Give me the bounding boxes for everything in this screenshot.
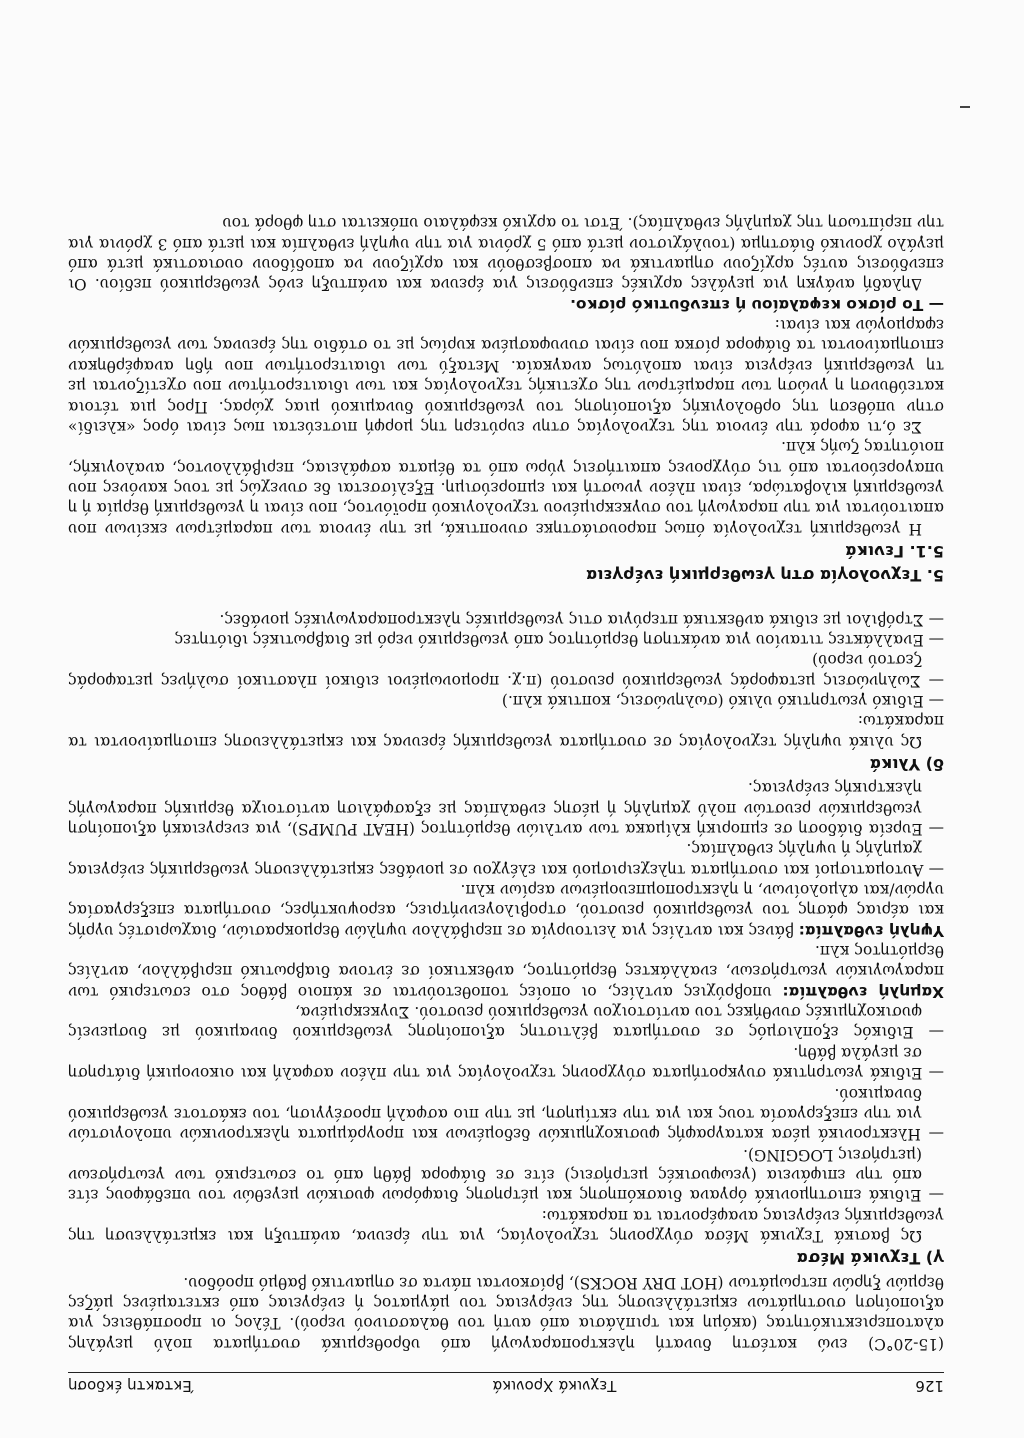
running-header [68, 1372, 944, 1396]
paragraph [68, 880, 944, 941]
bullet-item: — Ειδικό γεωτρητικό υλικό (σωληνώσεις, κοπτικά κλπ.) [501, 692, 944, 710]
bullet-item: — Εναλλάκτες τιτανίου για ανάκτηση θερμότητος από γεωθερμικό νερό με διαβρωτικές ιδιότητες [174, 630, 944, 649]
bullet-item: — Ευρεία διάδοση σε εμπορική κλίμακα των αντλιών θερμότητος (HEAT PUMPS), για ενεργειακή αξιοποίηση γεωθερμικών ρευστών πολύ χαμηλής ή μέσης ενθαλπίας με εξασφάλιση αντίστοιχα θερμικής παραγωγής ηλεκτρικής ενέργειας. [68, 779, 944, 839]
page-content [68, 213, 944, 1396]
bullet-item: — Ειδικός εξοπλισμός σε συστήματα βέλτιστης αξιοποίησης γεωθερμικού δυναμικού με δυσμενείς φυσικοχημικές συνθήκες του αντίστοιχου γεωθερμικού ρευστού. Συγκεκριμένα, [68, 1003, 944, 1042]
lead-term: Χαμηλή ενθαλπία: [782, 982, 944, 1001]
bullet-item: — Στρόβιλοι με ειδικά ανθεκτικά πτερύγια στις γεωθερμικές ηλεκτροπαραγωγικές μονάδες. [219, 610, 944, 629]
bullet-item: — Ειδικά γεωτρητικά συγκροτήματα σύγχρονης τεχνολογίας για την πλέον ασφαλή και οικονομική διάτρηση σε μεγάλα βάθη. [68, 1043, 944, 1083]
paragraph: (15-20°C) ενώ κατέστη δυνατή ηλεκτροπαραγωγή από υδροθερμικά συστήματα πολύ μεγάλης αλατοπεριεκτικότητας (ακόμη και τριπλάσια από αυτή του θαλασσινού νερού). Τέλος οι προσπάθειες για αξιοποίηση συστημάτων εκμετάλλευσης της ενέργειας του μάγματος ή ενέργειας από εκτεταμένες μάζες θερμών ξηρών πετρωμάτων (HOT DRY ROCKS), βρίσκονται πάντα σε σημαντικό βαθμό προόδου. [68, 1273, 944, 1353]
edition-label: Έκτακτη έκδοση [68, 1377, 194, 1395]
journal-title: Τεχνικά Χρονικά [492, 1377, 617, 1395]
section-heading: 5. Τεχνολογία στη γεωθερμική ενέργεια [586, 566, 944, 586]
lead-term: Υψηλή ενθαλπία: [798, 921, 944, 940]
lead-text: βάνες και αντλίες για λειτουργία σε περιβάλλον υψηλών θερμοκρασιών, διαχωριστές υγρής και αέριας φάσης του γεωθερμικού ρευστού, στροβιλογεννήτριες, αεροψυκτήρες, συστήματα επεξεργασίας υγρών/και αλμολοίνων, η ηλεκτροπομπευομένων αερίων κλπ. [68, 881, 944, 940]
section-heading: γ) Τεχνικά Μέσα [796, 1249, 944, 1269]
paragraph-gap [68, 589, 944, 609]
bullet-item: — Αυτοματισμοί και συστήματα τηλεχειρισμού και ελέγχου σε μονάδες εκμετάλλευσης γεωθερμικής ενέργειας χαμηλής ή υψηλής ενθαλπίας. [68, 840, 944, 879]
paragraph: Δηλαδή ανάγκη για μεγάλες αρχικές επενδύσεις για έρευνα και ανάπτυξη ενός γεωθερμικού πεδίου. Οι επενδύσεις αυτές αρχίζουν σημαντικά να αποσβεσθούν και αρχίζουν να αποδίδουν ουσιαστικά μετά από μεγάλο χρονικό διάστημα (τουλάχιστον μετά από 5 χρόνια για την υψηλή ενθαλπία και μετά από 3 χρόνια για την περίπτωση της χαμηλής ενθαλπίας). Έτσι το αρχικό κεφάλαιο υπόκειται στη φθορά του [68, 214, 944, 294]
paragraph: — Το ρίσκο κεφαλαίου ή επενδυτικό ρίσκο. [570, 295, 944, 314]
paragraph: Σε ό,τι αφορά την έννοια της τεχνολογίας στην ευρύτερη της μορφή πιστεύεται πως είναι όρος «κλειδί» στην υπόθεση της ορθολογικής αξιοποίησης του γεωθερμικού δυναμικού μιας χώρας. Προς μια τέτοια κατεύθυνση η γνώση των παραμέτρων της σχετικής τεχνολογίας και των ιδιαιτεροτήτων που σχετίζονται με τη γεωθερμική ενέργεια είναι απολύτως αναγκαία. Μεταξύ των ιδιαιτεροτήτων που ήδη αναφέρθηκαν επισημαίνονται τα διάφορα ρίσκα που είναι συνυφασμένα κυρίως με το στάδιο της έρευνας των γεωθερμικών εφαρμογών και είναι: [68, 316, 944, 436]
paragraph: Ως υλικά υψηλής τεχνολογίας σε συστήματα γεωθερμικής έρευνας και εκμετάλλευσης επισημαίνονται τα παρακάτω: [68, 712, 944, 751]
section-heading: δ) Υλικά [869, 755, 944, 775]
lead-text: υποβρύχιες αντλίες, οι οποίες τοποθετούνται σε κάποιο βάθος στο εσωτερικό των παραγωγικών γεωτρήσεων, εναλλάκτες θερμότητος, ανθεκτικοί σε έντονα διαβρωτικό περιβάλλον, αντλίες θερμότητος κλπ. [68, 942, 944, 1001]
scan-mark [960, 106, 970, 108]
bullet-item: — Ειδικά επιστημονικά όργανα διασκόπησης και μέτρησης διαφόρων φυσικών μεγεθών του υπεδάφους είτε από την επιφάνεια (γεωφυσικές μετρήσεις) είτε σε διάφορα βάθη από το εσωτερικό των γεωτρήσεων (μετρήσεις LOGGING). [68, 1145, 944, 1205]
bullet-item: — Σωληνώσεις μεταφοράς γεωθερμικού ρευστού (π.χ. προμονωμένοι ειδικοί πλαστικοί σωλήνες μεταφοράς ζεστού νερού) [68, 651, 944, 690]
paragraph: Η γεωθερμική τεχνολογία όπως παρουσιάστηκε συνοπτικά, με την έννοια των παραμέτρων εκείνων που απαιτούνται για την παραγωγή του συγκεκριμένου τεχνολογικού προϊόντος, που είναι η γεωθερμική θερμία ή η γεωθερμική κιλοβατώρα, είναι πλέον γνωστή και εμπορεύσιμη. Εξελίσσεται δε συνεχώς με τους κανόνες που υπαγορεύονται από τις σύγχρονες απαιτήσεις γύρω από τα θέματα ασφάλειας, περιβάλλοντος, αναλογικής, ποιότητας ζωής κλπ. [68, 438, 944, 538]
paragraph: Ως βασικά Τεχνικά Μέσα σύγχρονης τεχνολογίας, για την έρευνα, ανάπτυξη και εκμετάλλευση της γεωθερμικής ενέργειας αναφέρονται τα παρακάτω: [68, 1206, 944, 1245]
page-number: 126 [915, 1377, 944, 1395]
body-text [68, 213, 944, 1354]
section-heading: 5.1. Γενικά [845, 541, 944, 561]
paragraph [68, 941, 944, 1002]
bullet-item: — Ηλεκτρονικά μέσα καταγραφής φυσικοχημικών δεδομένων και προγράμματα ηλεκτρονικών υπολογιστών για την επεξεργασία τους και για την εκτίμηση, με την πιο ασφαλή προσέγγιση, του εκάστοτε γεωθερμικού δυναμικού. [68, 1084, 944, 1144]
